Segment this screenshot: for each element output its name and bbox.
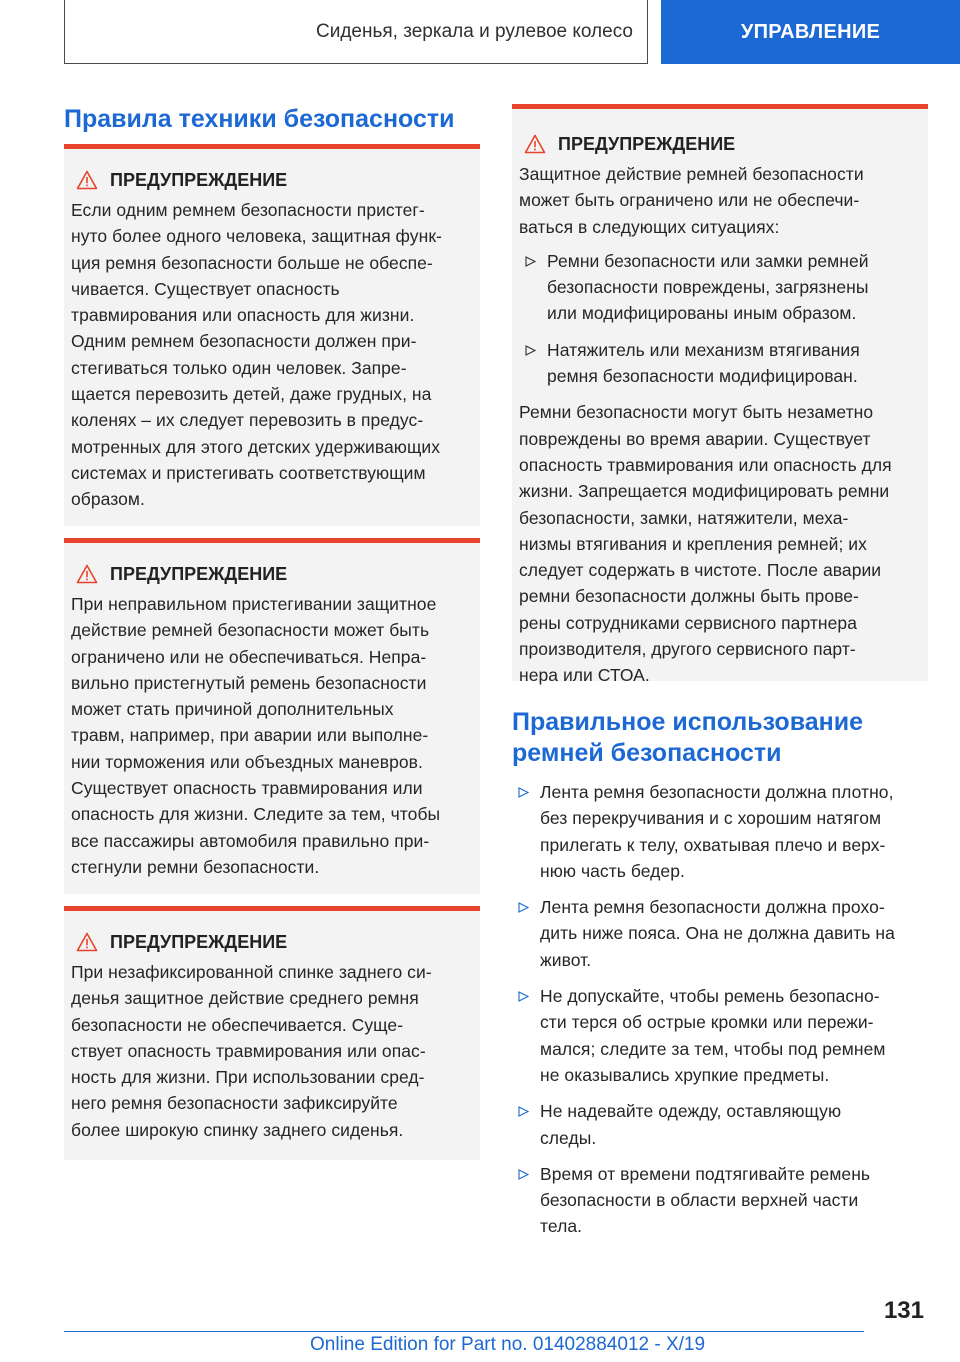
text-line: низмы втягивания и крепления ремней; их [519, 533, 867, 554]
text-line: ремня безопасности модифицирован. [547, 366, 858, 387]
triangle-right-bullet-icon [525, 256, 536, 267]
text-line: или модифицированы иным образом. [547, 303, 857, 324]
text-line: чивается. Существует опасность [71, 278, 340, 299]
text-line: ваться в следующих ситуациях: [519, 216, 780, 237]
text-line: нии торможения или объездных маневров. [71, 751, 423, 772]
text-line: травмирования или опасность для жизни. [71, 305, 415, 326]
text-line: безопасности в области верхней части [540, 1190, 859, 1211]
text-line: нюю часть бедер. [540, 860, 685, 881]
warning-box-4 [512, 104, 928, 686]
text-line: более широкую спинку заднего сиденья. [71, 1119, 404, 1140]
text-line: мотренных для этого детских удерживающих [71, 436, 441, 457]
list-item [512, 894, 928, 973]
section-title-line: Правильное использование [512, 708, 864, 736]
text-line: производителя, другого сервисного парт- [519, 639, 856, 660]
warning-heading-text: ПРЕДУПРЕЖДЕНИЕ [558, 134, 736, 154]
section-title-line: ремней безопасности [512, 739, 782, 767]
text-line: безопасности повреждены, загрязнены [547, 277, 869, 298]
text-line: Не надевайте одежду, оставляющую [540, 1101, 842, 1122]
running-header-section-tab [661, 0, 960, 64]
text-line: Натяжитель или механизм втягивания [547, 339, 860, 360]
usage-bullet-list [512, 779, 928, 1250]
text-line: ность для жизни. При использовании сред- [71, 1067, 425, 1088]
text-line: живот. [540, 949, 592, 970]
list-item [519, 248, 922, 327]
warning-body [71, 591, 474, 880]
triangle-right-bullet-icon [518, 1106, 529, 1117]
text-line: все пассажиры автомобиля правильно при- [71, 830, 430, 851]
text-line: При неправильном пристегивании защитное [71, 594, 437, 614]
running-header-chapter [64, 0, 648, 64]
text-line: прилегать к телу, охватывая плечо и верх- [540, 834, 886, 855]
text-line: Одним ремнем безопасности должен при- [71, 331, 417, 352]
page-number: 131 [883, 1297, 924, 1324]
text-line: рены сотрудниками сервисного партнера [519, 612, 857, 633]
text-line: повреждены во время аварии. Существует [519, 428, 871, 449]
text-line: денья защитное действие среднего ремня [71, 988, 419, 1009]
text-line: мался; следите за тем, чтобы под ремнем [540, 1038, 886, 1059]
text-line: стегиваться только один человек. Запре- [71, 357, 407, 378]
text-line: следует содержать в чистоте. После аварии [519, 560, 882, 581]
text-line: вильно пристегнутый ремень безопасности [71, 672, 427, 693]
triangle-right-bullet-icon [518, 787, 529, 798]
text-line: Не допускайте, чтобы ремень безопасно- [540, 986, 880, 1007]
text-line: Лента ремня безопасности должна плотно, [540, 782, 894, 802]
warning-heading-text: ПРЕДУПРЕЖДЕНИЕ [110, 932, 288, 952]
section-title-safety-rules: Правила техники безопасности [64, 105, 455, 133]
text-line: тела. [540, 1216, 583, 1237]
text-line: коленях – их следует перевозить в предус- [71, 410, 424, 431]
text-line: безопасности, замки, натяжители, меха- [519, 507, 849, 528]
footer-divider [64, 1331, 864, 1332]
text-line: Лента ремня безопасности должна прохо- [540, 897, 885, 918]
warning-triangle-icon [76, 170, 98, 190]
warning-body [71, 197, 474, 513]
text-line: сти терся об острые кромки или пережи- [540, 1012, 874, 1033]
text-line: может стать причиной дополнительных [71, 699, 394, 720]
text-line: может быть ограничено или не обеспечи- [519, 190, 860, 211]
triangle-right-bullet-icon [525, 345, 536, 356]
text-line: Время от времени подтягивайте ремень [540, 1163, 871, 1184]
text-line: без перекручивания и с хорошим натягом [540, 808, 882, 829]
text-line: образом. [71, 489, 145, 510]
warning-box-3 [64, 906, 480, 1160]
text-line: не оказывались хрупкие предметы. [540, 1064, 830, 1085]
triangle-right-bullet-icon [518, 902, 529, 913]
text-line: следы. [540, 1127, 597, 1148]
warning-triangle-icon [76, 564, 98, 584]
text-line: жизни. Запрещается модифицировать ремни [519, 481, 890, 502]
warning-triangle-icon [524, 134, 546, 154]
list-item [512, 1161, 928, 1240]
text-line: При незафиксированной спинке заднего си- [71, 962, 432, 982]
text-line: действие ремней безопасности может быть [71, 620, 430, 641]
list-item [512, 1098, 928, 1151]
text-line: дить ниже пояса. Она не должна давить на [540, 923, 895, 944]
triangle-right-bullet-icon [518, 991, 529, 1002]
warning-heading [71, 169, 474, 191]
text-line: ствует опасность травмирования или опас- [71, 1040, 426, 1061]
text-line: системах и пристегивать соответствующим [71, 462, 426, 483]
text-line: Ремни безопасности могут быть незаметно [519, 402, 874, 423]
footer-edition-text: Online Edition for Part no. 01402884012 - X/19 [310, 1334, 706, 1355]
warning-triangle-icon [76, 932, 98, 952]
text-line: ремни безопасности должны быть прове- [519, 586, 859, 607]
warning-bullet-list [519, 248, 922, 389]
text-line: Существует опасность травмирования или [71, 778, 423, 799]
text-line: Если одним ремнем безопасности пристег- [71, 200, 425, 220]
list-item [512, 983, 928, 1088]
text-line: опасность для жизни. Следите за тем, чтобы [71, 804, 441, 825]
text-line: ция ремня безопасности больше не обеспе- [71, 252, 433, 273]
warning-outro [519, 399, 922, 688]
section-title-correct-usage [512, 707, 928, 769]
text-line: нера или СТОА. [519, 665, 650, 686]
warning-body [71, 959, 474, 1143]
text-line: нуто более одного человека, защитная функ- [71, 226, 442, 247]
text-line: Защитное действие ремней безопасности [519, 164, 864, 184]
warning-intro [519, 161, 922, 240]
text-line: стегнули ремни безопасности. [71, 856, 320, 877]
section-label: УПРАВЛЕНИЕ [740, 20, 881, 43]
warning-heading-text: ПРЕДУПРЕЖДЕНИЕ [110, 564, 288, 584]
text-line: Ремни безопасности или замки ремней [547, 250, 869, 271]
warning-box-1 [64, 144, 480, 526]
text-line: него ремня безопасности зафиксируйте [71, 1093, 398, 1114]
warning-box-2 [64, 538, 480, 894]
text-line: травм, например, при аварии или выполне- [71, 725, 429, 746]
warning-heading-text: ПРЕДУПРЕЖДЕНИЕ [110, 170, 288, 190]
text-line: опасность травмирования или опасность для [519, 454, 892, 475]
warning-heading [71, 563, 474, 585]
list-item [519, 337, 922, 390]
triangle-right-bullet-icon [518, 1169, 529, 1180]
list-item [512, 779, 928, 884]
chapter-title: Сиденья, зеркала и рулевое колесо [316, 20, 633, 42]
text-line: ограничено или не обеспечиваться. Непра- [71, 646, 427, 667]
warning-heading [519, 133, 922, 155]
text-line: безопасности не обеспечивается. Суще- [71, 1014, 404, 1035]
warning-heading [71, 931, 474, 953]
text-line: щается перевозить детей, даже грудных, на [71, 384, 432, 405]
